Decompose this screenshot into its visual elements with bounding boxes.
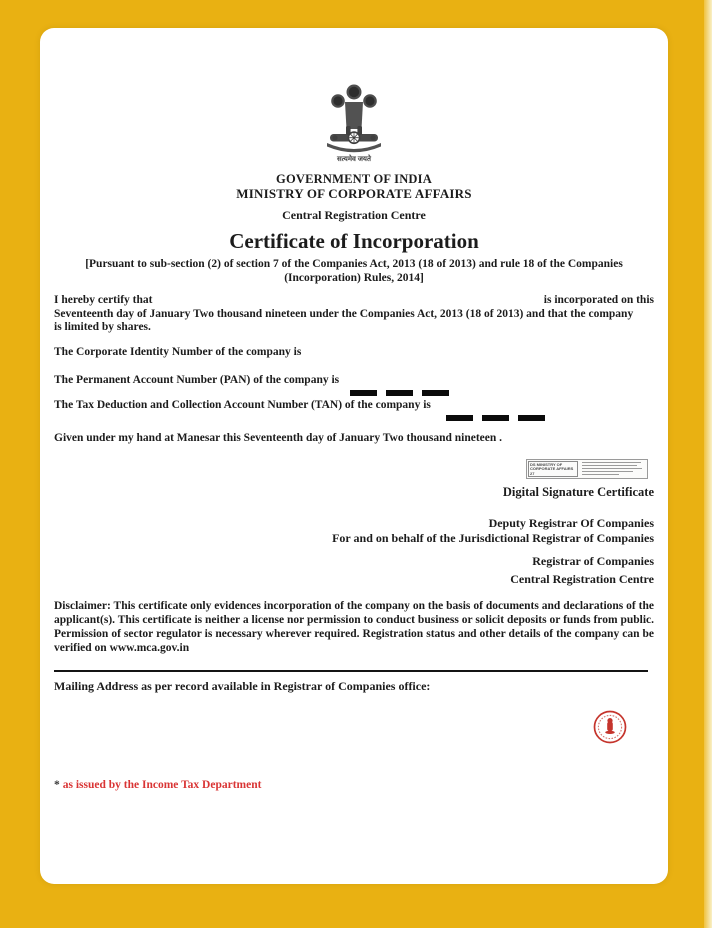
redaction-bar (350, 390, 377, 396)
right-edge-strip (704, 0, 712, 928)
certify-closing: is limited by shares. (54, 321, 151, 333)
ashoka-emblem-icon (318, 82, 390, 154)
tan-redaction-bars (446, 415, 654, 421)
certificate-title: Certificate of Incorporation (229, 229, 479, 253)
signatory-centre: Central Registration Centre (510, 571, 654, 586)
redaction-bar (446, 415, 473, 421)
redaction-bar (518, 415, 545, 421)
redaction-bar (422, 390, 449, 396)
digital-signature-caption: Digital Signature Certificate (502, 484, 654, 499)
redaction-bar (386, 390, 413, 396)
certify-trail: is incorporated on this (543, 294, 654, 306)
income-tax-footnote (54, 779, 654, 792)
signatory-block (54, 516, 654, 586)
central-registration-centre-heading: Central Registration Centre (282, 208, 426, 222)
redaction-bar (482, 415, 509, 421)
ministry-heading: MINISTRY OF CORPORATE AFFAIRS (236, 186, 472, 201)
certify-lead: I hereby certify that (54, 294, 153, 306)
disclaimer-paragraph: Disclaimer: This certificate only evidences incorporation of the company on the basis of documents and declarations of the applicant(s). This certificate is neither a license nor permission to conduct business or solicit deposits or funds from public. Permission of sector regulator is necessary wherever required. Registration status and other details of the company can be verified on www.mca.gov.in (54, 599, 654, 654)
emblem-block (54, 82, 654, 164)
pan-redaction-bars (350, 390, 654, 396)
signatory-on-behalf: For and on behalf of the Jurisdictional Registrar of Companies (332, 530, 654, 545)
pan-field-label: The Permanent Account Number (PAN) of the company is (54, 374, 340, 386)
given-under-hand-line: Given under my hand at Manesar this Seventeenth day of January Two thousand nineteen . (54, 432, 503, 444)
certificate-page (40, 28, 668, 884)
certify-continuation: Seventeenth day of January Two thousand nineteen under the Companies Act, 2013 (18 of 2013) and that the company (54, 307, 634, 320)
footnote-asterisk: * (54, 778, 60, 791)
mailing-address-label: Mailing Address as per record available in Registrar of Companies office: (54, 678, 431, 693)
certify-line (54, 294, 654, 308)
pursuant-clause: [Pursuant to sub-section (2) of section 7 of the Companies Act, 2013 (18 of 2013) and rule 18 of the Companies (Incorporation) Rules, 2014] (85, 258, 623, 284)
digital-signature-stamp-row (54, 459, 654, 479)
cin-field-label: The Corporate Identity Number of the company is (54, 345, 302, 358)
footnote-text: as issued by the Income Tax Department (62, 778, 262, 791)
stamp-detail-lines (579, 460, 647, 478)
signatory-title: Deputy Registrar Of Companies (488, 515, 654, 530)
signatory-registrar: Registrar of Companies (532, 553, 654, 568)
roc-seal-row (54, 709, 654, 745)
tan-field-label: The Tax Deduction and Collection Account Number (TAN) of the company is (54, 398, 431, 411)
registrar-red-seal-icon (592, 709, 628, 745)
government-of-india-heading: GOVERNMENT OF INDIA (276, 172, 432, 186)
stamp-signer-label: DS MINISTRY OF CORPORATE AFFAIRS 27 (528, 461, 578, 477)
horizontal-divider (54, 670, 648, 672)
digital-signature-stamp (526, 459, 648, 479)
satyameva-jayate-motto: सत्यमेव जयते (337, 155, 371, 163)
